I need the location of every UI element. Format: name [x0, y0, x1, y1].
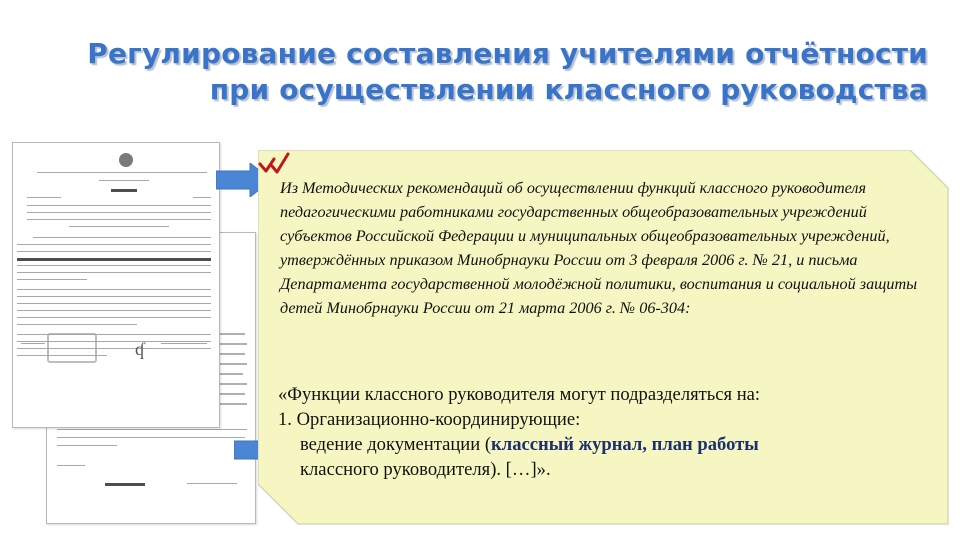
detail-text-before: ведение документации ( [300, 434, 492, 455]
stamp-icon [47, 333, 97, 363]
detail-text-after: классного руководителя). […]». [300, 459, 551, 480]
source-citation: Из Методических рекомендаций об осуществлении функций классного руководителя педагогическими работниками государственных общеобразовательных учреждений субъектов Российской Федерации и муниципальных общеобразовательных учреждений, утверждённых приказом Минобрнауки России от 3 февраля 2006 г. № 21, и письма Департамента государственной молодёжной политики, воспитания и социальной защиты детей Минобрнауки России от 21 марта 2006 г. № 06-304: [280, 179, 918, 317]
functions-quote [278, 382, 938, 482]
quote-intro: «Функции классного руководителя могут подразделяться на: [278, 384, 761, 405]
emblem-icon [119, 153, 133, 167]
document-scan-front [12, 142, 220, 428]
list-item-1-detail [278, 432, 938, 457]
slide-title [0, 36, 928, 108]
list-item-1: 1. Организационно-координирующие: [278, 409, 581, 430]
title-line-2: при осуществлении классного руководства [209, 73, 928, 106]
signature-icon: ʠ [135, 339, 144, 359]
title-line-1: Регулирование составления учителями отчётности [87, 37, 928, 70]
detail-bold-terms: классный журнал, план работы [491, 434, 759, 455]
checkmark-icon [258, 150, 290, 176]
note-panel [258, 150, 950, 525]
